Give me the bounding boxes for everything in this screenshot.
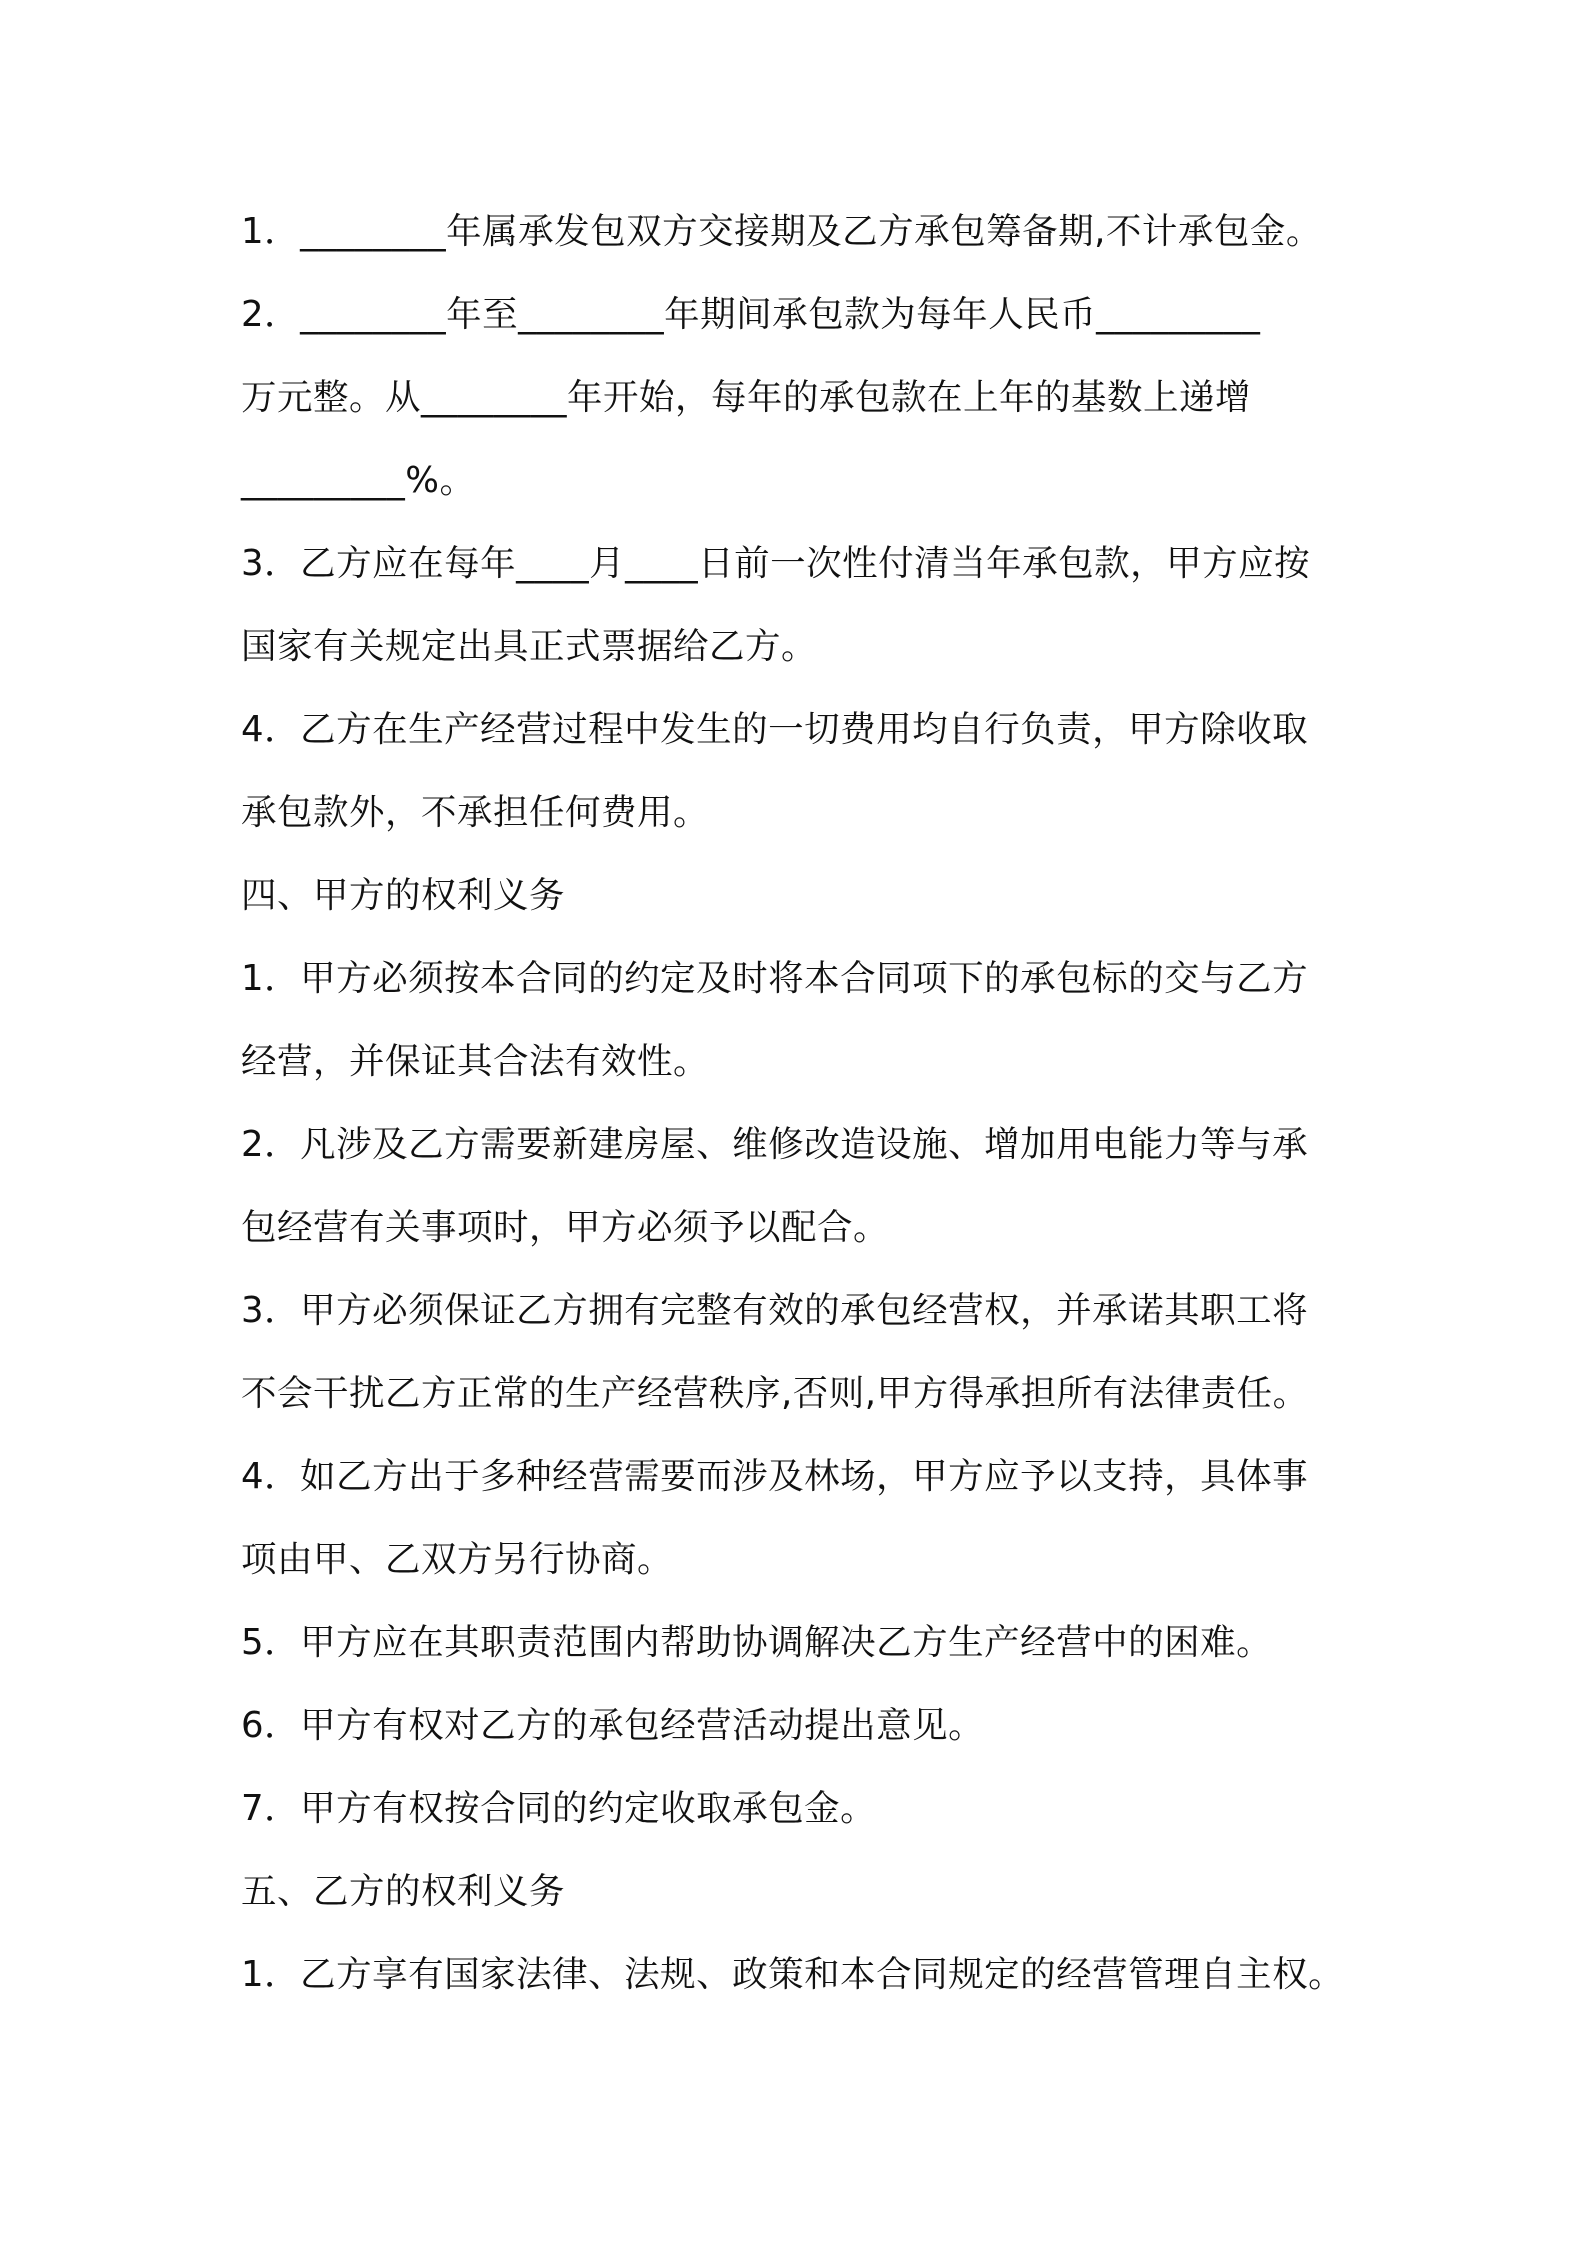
section-heading-five: 五、乙方的权利义务 <box>241 1871 566 1912</box>
clause-line-3: 3．乙方应在每年____月____日前一次性付清当年承包款，甲方应按 <box>241 543 1311 584</box>
section4-clause-3-cont: 不会干扰乙方正常的生产经营秩序,否则,甲方得承担所有法律责任。 <box>241 1373 1309 1414</box>
document-body <box>241 190 1371 2016</box>
clause-line-3-cont: 国家有关规定出具正式票据给乙方。 <box>241 626 818 667</box>
section4-clause-1: 1．甲方必须按本合同的约定及时将本合同项下的承包标的交与乙方 <box>241 958 1309 999</box>
section4-clause-1-cont: 经营，并保证其合法有效性。 <box>241 1041 710 1082</box>
section4-clause-4: 4．如乙方出于多种经营需要而涉及林场，甲方应予以支持，具体事 <box>241 1456 1309 1497</box>
section4-clause-6: 6．甲方有权对乙方的承包经营活动提出意见。 <box>241 1705 985 1746</box>
section4-clause-7: 7．甲方有权按合同的约定收取承包金。 <box>241 1788 877 1829</box>
clause-line-4: 4．乙方在生产经营过程中发生的一切费用均自行负责，甲方除收取 <box>241 709 1309 750</box>
clause-line-2-cont: 万元整。从________年开始，每年的承包款在上年的基数上递增 <box>241 377 1252 418</box>
section4-clause-4-cont: 项由甲、乙双方另行协商。 <box>241 1539 674 1580</box>
section4-clause-3: 3．甲方必须保证乙方拥有完整有效的承包经营权，并承诺其职工将 <box>241 1290 1309 1331</box>
section4-clause-2: 2．凡涉及乙方需要新建房屋、维修改造设施、增加用电能力等与承 <box>241 1124 1309 1165</box>
clause-line-1: 1．________年属承发包双方交接期及乙方承包筹备期,不计承包金。 <box>241 211 1322 252</box>
clause-line-2: 2．________年至________年期间承包款为每年人民币_________ <box>241 294 1261 335</box>
section4-clause-5: 5．甲方应在其职责范围内帮助协调解决乙方生产经营中的困难。 <box>241 1622 1273 1663</box>
clause-line-4-cont: 承包款外，不承担任何费用。 <box>241 792 710 833</box>
clause-line-2-cont2: _________%。 <box>241 460 476 501</box>
section5-clause-1: 1．乙方享有国家法律、法规、政策和本合同规定的经营管理自主权。 <box>241 1954 1345 1995</box>
section4-clause-2-cont: 包经营有关事项时，甲方必须予以配合。 <box>241 1207 890 1248</box>
section-heading-four: 四、甲方的权利义务 <box>241 875 566 916</box>
